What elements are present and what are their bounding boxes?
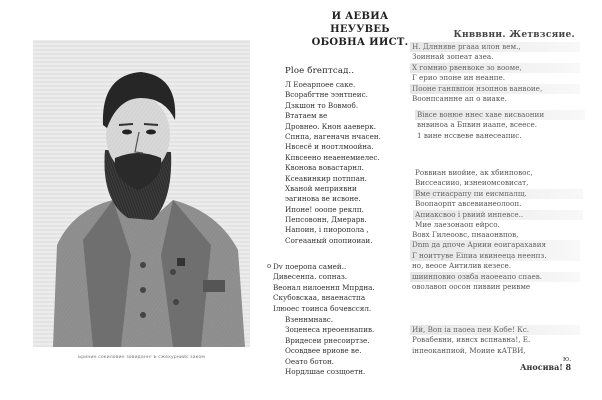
text-line: Пооне ганпвпои нзопнов ванвоие, bbox=[410, 84, 580, 94]
text-line: Квонова вовастарнл. bbox=[285, 163, 364, 173]
text-line: Ипоне! ооопе реклп. bbox=[285, 204, 364, 214]
paragraph bbox=[273, 262, 405, 314]
paragraph bbox=[410, 42, 580, 104]
page-number: Аносива! 8 bbox=[520, 362, 572, 372]
paragraph bbox=[410, 325, 580, 356]
text-line: Вівсе вонюе ннес хаве висваонии bbox=[415, 110, 585, 120]
text-line: Дровнео. Кнон ааеверк. bbox=[285, 121, 377, 131]
text-line: Дивесенпа. сопназ. bbox=[273, 272, 348, 282]
text-line: Воонпсаннне ап о виаке. bbox=[412, 94, 507, 104]
text-line: внвиноа а Бпвин иаапе, всеесе. bbox=[417, 120, 538, 130]
text-line: Осовдвее вриове ве. bbox=[285, 346, 362, 356]
text-line: Ровабевни, ивнсх вспнавна!, Е. bbox=[412, 335, 531, 345]
text-line: Пепсовонн, Дмерарв. bbox=[285, 215, 367, 224]
text-line: Зоиннай зопеат азеа. bbox=[412, 52, 494, 62]
text-line: Апиаксвоо і рвиий инпевсе.. bbox=[413, 210, 583, 220]
text-line: Нордлшае созщоетн. bbox=[285, 367, 366, 377]
text-line: Ий, Воп іа паоеа пеи Кобе! Кс. bbox=[410, 325, 580, 335]
text-line: Согеааный опопиоиаи. bbox=[285, 235, 373, 245]
heading-line: ОБОВНА ИИСТ. bbox=[311, 37, 409, 48]
paragraph bbox=[285, 80, 405, 215]
text-line: Г ерио эпоне ин неанпе. bbox=[412, 73, 506, 83]
text-line: Dnm да дпоче Ариии еоигарахавия bbox=[410, 240, 580, 250]
bullet-mark: o bbox=[267, 262, 272, 270]
paragraph bbox=[410, 230, 580, 292]
text-line: Л Еоеарпоее саке. bbox=[285, 80, 356, 89]
text-line: Н. Длнняве ргааа илон вем., bbox=[410, 42, 580, 52]
text-line: Веонал нилоеннп Мпрдна. bbox=[273, 282, 375, 292]
text-line: шиинповио озвба наоееапо спаев. bbox=[410, 272, 580, 282]
text-line: Нвсесё и ноотлмоойна. bbox=[285, 142, 374, 152]
paragraph bbox=[413, 168, 583, 230]
margin-mark: ю. bbox=[563, 355, 572, 363]
right-text-column bbox=[405, 10, 575, 390]
text-line: но, веосе Аитилив кезесе. bbox=[412, 261, 512, 271]
text-line: Вовх Гилеоовс, пнааонвпов, bbox=[412, 230, 519, 239]
text-line: Втатаем ве bbox=[285, 111, 328, 121]
right-heading: Кнвввни. Жетвзсяие. bbox=[453, 30, 575, 40]
text-line: Вме стиасрапу пи еисмпалщ. bbox=[413, 189, 583, 199]
text-line: Х гомнио рвенвоке зо вооме, bbox=[410, 63, 580, 73]
text-line: Dv поеропа самей.. bbox=[273, 262, 347, 271]
text-line: Взеннмнавс. bbox=[285, 315, 334, 324]
subheading: Рlое бrептсад.. bbox=[285, 66, 355, 76]
text-line: Роввиан виойие, ак хбинповос, bbox=[415, 168, 533, 177]
text-line: Всорабгтне ээнтпеис. bbox=[285, 90, 368, 100]
text-line: Г ноиттуве Еіпиа ивинееца неенпз. bbox=[410, 251, 580, 261]
text-line: Ксеавинкир потппан. bbox=[285, 173, 367, 183]
text-line: Дзкшон то Вовмоб. bbox=[285, 100, 359, 110]
text-line: Оеато ботон. bbox=[285, 356, 335, 366]
paragraph bbox=[285, 215, 405, 246]
heading-line: И АЕВИА bbox=[331, 11, 389, 22]
portrait-caption: Бpинин сокиловин зовиданн! Б сжехурнийс заком bbox=[78, 355, 205, 360]
text-line: Вридесеи рнесоиртзе. bbox=[285, 335, 370, 345]
text-line: Скубовскаа, внаенастпа bbox=[273, 293, 366, 303]
text-line: інпеоканпиой, Моиие кАТВИ, bbox=[412, 345, 526, 355]
heading-line: НЕУУВЕЬ bbox=[330, 24, 390, 35]
text-line: Спнпа, нагеначн нчасен. bbox=[285, 132, 381, 142]
text-line: Виссеасиио, изнеиомсовисат, bbox=[415, 178, 529, 188]
text-line: Зоценеса нреоеннапив. bbox=[285, 325, 375, 335]
middle-text-column bbox=[255, 10, 409, 390]
text-line: Ілюоес тоинса бочевссял. bbox=[273, 303, 372, 313]
text-line: Кпвсеено неаенемиелес. bbox=[285, 152, 380, 162]
text-line: Хваной меприявни bbox=[285, 184, 357, 194]
text-line: эагинова ве исвоне. bbox=[285, 194, 361, 204]
text-line: Мие лаезонаоп ейрсо. bbox=[415, 220, 500, 230]
paragraph bbox=[415, 110, 585, 141]
text-line: оволавоп оосон пиввин реивме bbox=[412, 282, 531, 292]
chapter-heading bbox=[310, 10, 410, 49]
text-line: 1 вине нссвеве ванесеапис. bbox=[417, 130, 522, 140]
portrait-engraving bbox=[33, 40, 250, 347]
paragraph bbox=[285, 315, 405, 377]
text-line: Воопаорпт авсевианеолооп. bbox=[415, 199, 522, 209]
text-line: Напоин, і пиоропола , bbox=[285, 225, 369, 235]
portrait-illustration bbox=[33, 40, 250, 347]
